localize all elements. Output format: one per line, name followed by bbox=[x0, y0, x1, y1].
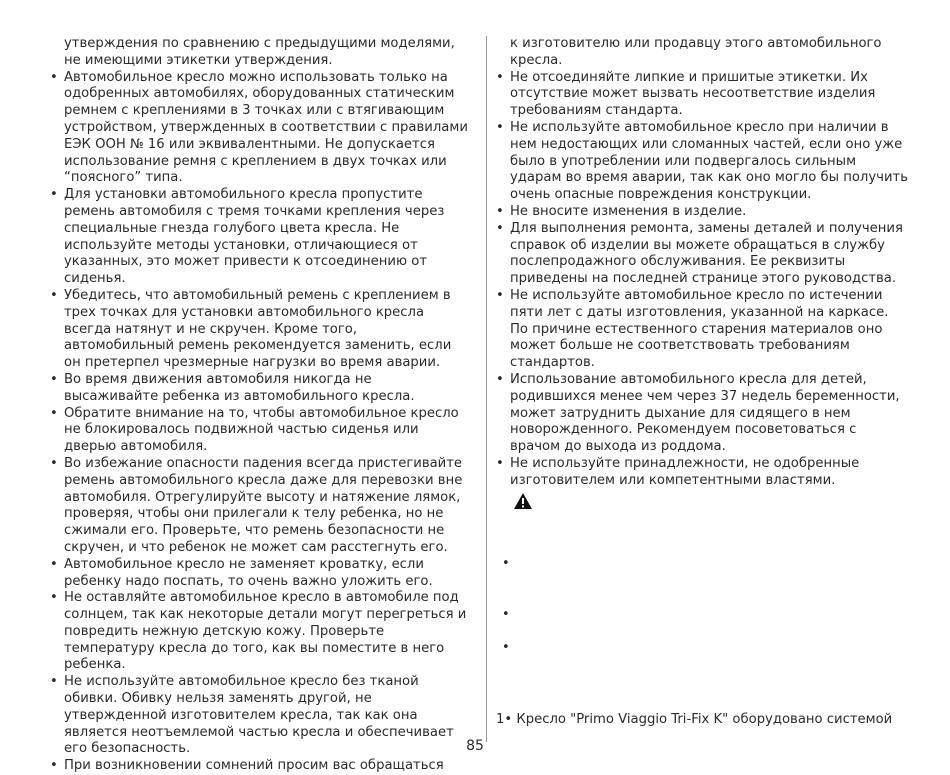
list-item-text: Не используйте автомобильное кресло по истечении пяти лет с даты изготовления, указанной на каркасе. По причине естественного старения материалов оно может больше не соответствовать требованиям стандартов. bbox=[510, 287, 889, 371]
list-item-text: Не используйте автомобильное кресло без тканой обивки. Обивку нельзя заменять другой, не утвержденной изготовителем кресла, так как она является неотъемлемой частью кресла и обеспечивает его безопасность. bbox=[64, 674, 454, 757]
list-item bbox=[50, 288, 468, 372]
bullet: • bbox=[496, 203, 504, 219]
bullet: • bbox=[50, 758, 58, 774]
page-number: 85 bbox=[466, 738, 484, 754]
list-item-text: Убедитесь, что автомобильный ремень с креплением в трех точках для установки автомобильного кресла всегда натянут и не скручен. Кроме того, автомобильный ремень рекомендуется заменить, если он претерпел чрезмерные нагрузки во время аварии. bbox=[64, 287, 452, 371]
list-item-text: Использование автомобильного кресла для детей, родившихся менее чем через 37 недель беременности, может затруднить дыхание для сидящего в нем новорожденного. Рекомендуем посоветоваться с врачом до выхода из роддома. bbox=[510, 371, 900, 455]
list-item bbox=[50, 456, 468, 557]
bullet: • bbox=[50, 405, 58, 421]
list-item bbox=[50, 758, 468, 775]
right-continuation-text: к изготовителю или продавцу этого автомобильного кресла. bbox=[510, 36, 882, 68]
left-column bbox=[50, 36, 468, 775]
bullet: • bbox=[496, 220, 504, 236]
stray-bullet: • bbox=[502, 640, 510, 655]
list-item bbox=[50, 590, 468, 674]
footer-line: 1• Кресло "Primo Viaggio Tri-Fix K" оборудовано системой bbox=[496, 712, 893, 727]
list-item bbox=[496, 456, 908, 490]
list-item bbox=[50, 406, 468, 456]
bullet: • bbox=[50, 590, 58, 606]
list-item bbox=[496, 288, 908, 372]
list-item-text: Не используйте автомобильное кресло при наличии в нем недостающих или сломанных частей, если оно уже было в употреблении или подвергалось сильным ударам во время аварии, так как оно могло бы получить очень опасные повреждения конструкции. bbox=[510, 119, 908, 203]
list-item bbox=[496, 204, 908, 221]
list-item bbox=[496, 221, 908, 288]
bullet: • bbox=[50, 371, 58, 387]
bullet: • bbox=[50, 674, 58, 690]
list-item bbox=[496, 120, 908, 204]
list-item-text: Не оставляйте автомобильное кресло в автомобиле под солнцем, так как некоторые детали могут перегреться и повредить нежную детскую кожу. Проверьте температуру кресла до того, как вы поместите в него ребенка. bbox=[64, 590, 467, 673]
list-item-text: Во избежание опасности падения всегда пристегивайте ремень автомобильного кресла даже для перевозки вне автомобиля. Отрегулируйте высоту и натяжение лямок, проверяя, чтобы они прилегали к телу ребенка, но не сжимали его. Проверьте, что ремень безопасности не скручен, и что ребенок не может сам расстегнуть его. bbox=[64, 455, 463, 555]
column-divider bbox=[486, 36, 487, 742]
stray-bullet: • bbox=[502, 556, 510, 571]
list-item-text: Не используйте принадлежности, не одобренные изготовителем или компетентными властями. bbox=[510, 455, 860, 488]
bullet: • bbox=[50, 187, 58, 203]
list-item bbox=[496, 372, 908, 456]
list-item-text: Для установки автомобильного кресла пропустите ремень автомобиля с тремя точками крепления через специальные гнезда голубого цвета кресла. Не используйте методы установки, отличающиеся от указанных, это может привести к отсоединению от сиденья. bbox=[64, 187, 445, 287]
bullet: • bbox=[496, 455, 504, 471]
list-item-text: Для выполнения ремонта, замены деталей и получения справок об изделии вы можете обращаться в службу послепродажного обслуживания. Ее реквизиты приведены на последней странице этого руководства. bbox=[510, 220, 903, 287]
bullet: • bbox=[496, 287, 504, 303]
bullet: • bbox=[496, 69, 504, 85]
list-item-text: Обратите внимание на то, чтобы автомобильное кресло не блокировалось подвижной частью сиденья или дверью автомобиля. bbox=[64, 405, 459, 455]
list-item bbox=[50, 557, 468, 591]
list-item-text: Не вносите изменения в изделие. bbox=[510, 203, 747, 219]
list-item-text: При возникновении сомнений просим вас обращаться bbox=[64, 758, 444, 774]
list-item-text: Автомобильное кресло не заменяет кроватку, если ребенку надо поспать, то очень важно уложить его. bbox=[64, 556, 433, 589]
right-column bbox=[496, 36, 908, 490]
bullet: • bbox=[50, 556, 58, 572]
stray-bullet: • bbox=[502, 607, 510, 622]
bullet: • bbox=[50, 455, 58, 471]
left-continuation-text: утверждения по сравнению с предыдущими моделями, не имеющими этикетки утверждения. bbox=[64, 36, 455, 68]
list-item bbox=[496, 70, 908, 120]
bullet: • bbox=[50, 287, 58, 303]
list-item bbox=[50, 187, 468, 288]
list-item-text: Во время движения автомобиля никогда не высаживайте ребенка из автомобильного кресла. bbox=[64, 371, 415, 404]
list-item bbox=[50, 70, 468, 188]
list-item-text: Не отсоединяйте липкие и пришитые этикетки. Их отсутствие может вызвать несоответствие изделия требованиям стандарта. bbox=[510, 69, 876, 119]
warning-triangle-icon bbox=[513, 492, 533, 510]
list-item bbox=[50, 372, 468, 406]
bullet: • bbox=[496, 371, 504, 387]
list-item-text: Автомобильное кресло можно использовать только на одобренных автомобилях, оборудованных статическим ремнем с креплениями в 3 точках или с втягивающим устройством, утвержденных в соответствии с правилами ЕЭК ООН № 16 или эквивалентными. Не допускается использование ремня с креплением в двух точках или “поясного” типа. bbox=[64, 69, 468, 186]
bullet: • bbox=[496, 119, 504, 135]
bullet: • bbox=[50, 69, 58, 85]
